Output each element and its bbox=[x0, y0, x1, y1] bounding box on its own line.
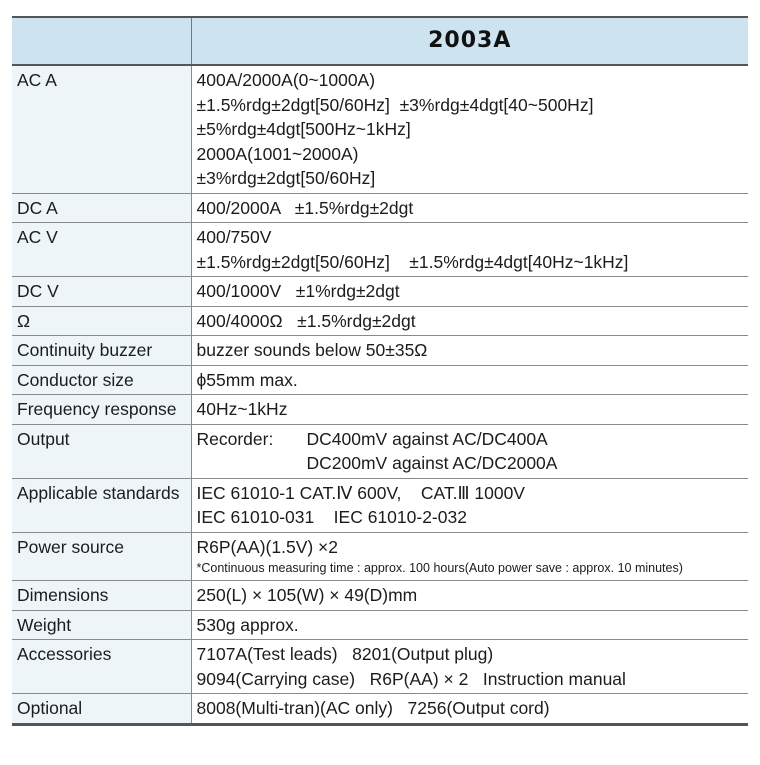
table-row bbox=[12, 640, 748, 694]
value-line: 40Hz~1kHz bbox=[196, 399, 288, 419]
row-value bbox=[191, 193, 748, 223]
row-label: DC V bbox=[12, 277, 191, 307]
output-prefix: Recorder: bbox=[196, 428, 274, 449]
value-line: IEC 61010-031 IEC 61010-2-032 bbox=[196, 507, 467, 527]
value-line: DC400mV against AC/DC400A bbox=[306, 428, 548, 449]
value-line: IEC 61010-1 CAT.Ⅳ 600V, CAT.Ⅲ 1000V bbox=[196, 482, 525, 503]
row-value bbox=[191, 640, 748, 694]
output-prefix-spacer bbox=[197, 451, 307, 476]
header-blank-cell bbox=[12, 17, 191, 65]
table-row bbox=[12, 610, 748, 640]
value-line: DC200mV against AC/DC2000A bbox=[306, 453, 558, 473]
row-value bbox=[191, 694, 748, 725]
value-line: 7107A(Test leads) 8201(Output plug) bbox=[196, 644, 494, 664]
value-line: 400/4000Ω ±1.5%rdg±2dgt bbox=[196, 310, 416, 331]
value-line: 8008(Multi-tran)(AC only) 7256(Output cord) bbox=[196, 698, 550, 718]
row-value bbox=[191, 581, 748, 611]
row-label: Ω bbox=[12, 306, 191, 336]
spec-table bbox=[12, 16, 748, 726]
value-line: ±1.5%rdg±2dgt[50/60Hz] ±1.5%rdg±4dgt[40Hz~1kHz] bbox=[196, 251, 629, 272]
row-label: Optional bbox=[12, 694, 191, 725]
row-label: Output bbox=[12, 424, 191, 478]
footnote: *Continuous measuring time : approx. 100 hours(Auto power save : approx. 10 minutes) bbox=[196, 561, 683, 575]
spec-sheet bbox=[12, 16, 748, 726]
value-line: ±1.5%rdg±2dgt[50/60Hz] ±3%rdg±4dgt[40~500Hz] bbox=[196, 94, 594, 115]
row-value bbox=[191, 610, 748, 640]
row-label: Applicable standards bbox=[12, 478, 191, 532]
value-line: 400A/2000A(0~1000A) bbox=[196, 70, 376, 90]
row-value bbox=[191, 336, 748, 366]
table-row bbox=[12, 336, 748, 366]
table-row bbox=[12, 581, 748, 611]
row-label: Weight bbox=[12, 610, 191, 640]
row-value bbox=[191, 65, 748, 193]
model-name: 2003A bbox=[191, 17, 748, 65]
value-line: ±3%rdg±2dgt[50/60Hz] bbox=[196, 168, 376, 188]
row-value bbox=[191, 395, 748, 425]
row-label: Accessories bbox=[12, 640, 191, 694]
value-line: ϕ55mm max. bbox=[196, 369, 298, 390]
row-value bbox=[191, 223, 748, 277]
row-value bbox=[191, 277, 748, 307]
value-line: buzzer sounds below 50±35Ω bbox=[196, 340, 428, 360]
value-line: 250(L) × 105(W) × 49(D)mm bbox=[196, 585, 418, 605]
table-row bbox=[12, 306, 748, 336]
row-label: DC A bbox=[12, 193, 191, 223]
header-row bbox=[12, 17, 748, 65]
table-row bbox=[12, 532, 748, 581]
value-line: ±5%rdg±4dgt[500Hz~1kHz] bbox=[196, 119, 411, 139]
value-line: 400/1000V ±1%rdg±2dgt bbox=[196, 281, 400, 301]
value-line: 2000A(1001~2000A) bbox=[196, 143, 359, 164]
row-value bbox=[191, 306, 748, 336]
table-row bbox=[12, 424, 748, 478]
table-row bbox=[12, 65, 748, 193]
row-value bbox=[191, 365, 748, 395]
table-row bbox=[12, 478, 748, 532]
table-row bbox=[12, 694, 748, 725]
table-row bbox=[12, 223, 748, 277]
row-value bbox=[191, 424, 748, 478]
value-line: 400/2000A ±1.5%rdg±2dgt bbox=[196, 197, 414, 218]
table-row bbox=[12, 395, 748, 425]
row-label: AC A bbox=[12, 65, 191, 193]
value-line: 9094(Carrying case) R6P(AA) × 2 Instruction manual bbox=[196, 668, 626, 689]
row-label: Continuity buzzer bbox=[12, 336, 191, 366]
row-value bbox=[191, 478, 748, 532]
table-row bbox=[12, 193, 748, 223]
row-label: Conductor size bbox=[12, 365, 191, 395]
value-line: 400/750V bbox=[196, 227, 272, 247]
table-row bbox=[12, 365, 748, 395]
row-label: Frequency response bbox=[12, 395, 191, 425]
value-line: 530g approx. bbox=[196, 614, 299, 635]
output-grid bbox=[197, 427, 744, 476]
row-label: AC V bbox=[12, 223, 191, 277]
row-value bbox=[191, 532, 748, 581]
table-row bbox=[12, 277, 748, 307]
row-label: Dimensions bbox=[12, 581, 191, 611]
row-label: Power source bbox=[12, 532, 191, 581]
value-line: R6P(AA)(1.5V) ×2 bbox=[196, 536, 339, 557]
